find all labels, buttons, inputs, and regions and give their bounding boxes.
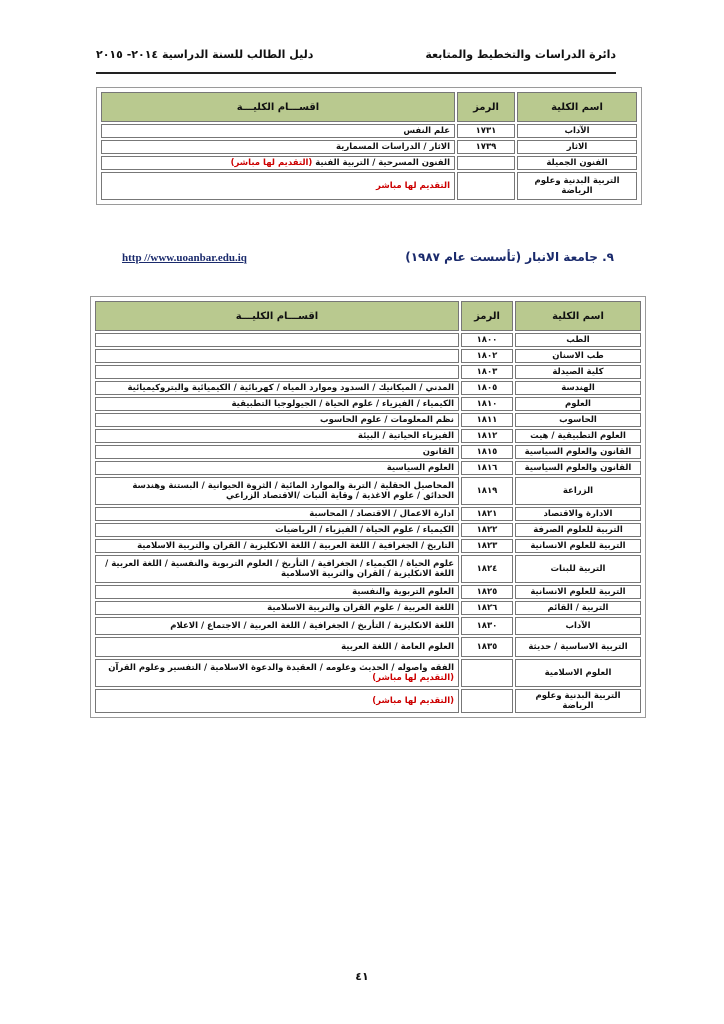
college-departments (95, 539, 459, 553)
college-name: القانون والعلوم السياسية (515, 461, 641, 475)
table-2 (90, 296, 646, 718)
table-row (95, 333, 641, 347)
college-name: الزراعة (515, 477, 641, 505)
table-row (95, 477, 641, 505)
college-name: العلوم الاسلامية (515, 659, 641, 687)
college-departments (101, 156, 455, 170)
college-departments (95, 381, 459, 395)
college-name: القانون والعلوم السياسية (515, 445, 641, 459)
college-departments (95, 637, 459, 657)
college-name: طب الاسنان (515, 349, 641, 363)
college-departments (95, 365, 459, 379)
departments-text: اللغة الانكليزية / التأريخ / الجغرافية / اللغة العربية / الاجتماع / الاعلام (170, 621, 454, 631)
table-row (95, 539, 641, 553)
departments-text: الفيزياء الحياتية / البيئة (357, 431, 454, 441)
college-code: ١٨٢٣ (461, 539, 513, 553)
college-code: ١٨١٥ (461, 445, 513, 459)
table-row (95, 365, 641, 379)
table-row (95, 413, 641, 427)
college-code: ١٨١٩ (461, 477, 513, 505)
table-row (95, 523, 641, 537)
college-name: الاثار (517, 140, 637, 154)
college-departments (95, 413, 459, 427)
page-number: ٤١ (355, 970, 369, 983)
header-guide-title: دليل الطالب للسنة الدراسية ٢٠١٤- ٢٠١٥ (96, 48, 314, 61)
college-code (457, 172, 515, 200)
college-code: ١٨٢٦ (461, 601, 513, 615)
table-row (95, 429, 641, 443)
col-header-code: الرمز (457, 92, 515, 122)
college-name: التربية البدنية وعلوم الرياضة (515, 689, 641, 713)
departments-text: ادارة الاعمال / الاقتصاد / المحاسبة (309, 509, 454, 519)
table-row (95, 637, 641, 657)
table-row (95, 461, 641, 475)
departments-text: الفنون المسرحية / التربية الفنية (315, 158, 450, 168)
departments-text: الفقه واصوله / الحديث وعلومه / العقيدة والدعوة الاسلامية / التفسير وعلوم القرآن (108, 663, 454, 673)
college-name: الهندسة (515, 381, 641, 395)
table-row (95, 349, 641, 363)
college-code (461, 659, 513, 687)
table-row (95, 585, 641, 599)
college-code (461, 689, 513, 713)
table-row (95, 689, 641, 713)
college-name: الحاسوب (515, 413, 641, 427)
table-row (101, 156, 637, 170)
college-code (457, 156, 515, 170)
college-code: ١٨١١ (461, 413, 513, 427)
college-departments (95, 461, 459, 475)
departments-text: اللغة العربية / علوم القران والتربية الاسلامية (267, 603, 454, 613)
departments-text: التاريخ / الجغرافية / اللغة العربية / اللغة الانكليزية / القران والتربية الاسلامية (137, 541, 454, 551)
college-departments (95, 477, 459, 505)
college-departments (95, 689, 459, 713)
college-departments (95, 397, 459, 411)
college-name: التربية للعلوم الصرفة (515, 523, 641, 537)
college-departments (95, 523, 459, 537)
college-departments (95, 349, 459, 363)
departments-text: العلوم السياسية (386, 463, 454, 473)
college-departments (95, 659, 459, 687)
departments-text: العلوم التربوية والنفسية (352, 587, 454, 597)
header-department: دائرة الدراسات والتخطيط والمتابعة (425, 48, 616, 61)
college-code: ١٨١٠ (461, 397, 513, 411)
college-code: ١٨٠٥ (461, 381, 513, 395)
college-code: ١٨٢٥ (461, 585, 513, 599)
college-departments (95, 333, 459, 347)
page-header (96, 44, 616, 74)
departments-text: علوم الحياة / الكيمياء / الجغرافية / التأريخ / العلوم التربوية والنفسية / اللغة العربية / اللغة الانكليزية / القران والتربية الاسلامية (105, 559, 454, 579)
college-departments (101, 124, 455, 138)
direct-admission-note: (التقديم لها مباشر) (230, 158, 313, 168)
departments-text: الاثار / الدراسات المسمارية (336, 142, 450, 152)
col-header-departments: اقســـام الكليـــة (101, 92, 455, 122)
table-row (95, 555, 641, 583)
college-name: الفنون الجميلة (517, 156, 637, 170)
college-code: ١٨٣٠ (461, 617, 513, 635)
college-code: ١٨١٦ (461, 461, 513, 475)
college-departments (95, 555, 459, 583)
departments-text: الكيمياء / الفيزياء / علوم الحياة / الجيولوجيا التطبيقية (231, 399, 454, 409)
college-code: ١٨٣٥ (461, 637, 513, 657)
college-departments (101, 172, 455, 200)
table-row (95, 659, 641, 687)
college-code: ١٨٠٠ (461, 333, 513, 347)
college-code: ١٨٢١ (461, 507, 513, 521)
college-name: كلية الصيدلة (515, 365, 641, 379)
college-departments (95, 617, 459, 635)
college-code: ١٨١٢ (461, 429, 513, 443)
college-name: العلوم (515, 397, 641, 411)
table-row (95, 601, 641, 615)
table-row (101, 140, 637, 154)
col-header-departments: اقســـام الكليـــة (95, 301, 459, 331)
college-name: التربية / القائم (515, 601, 641, 615)
table-1 (96, 87, 642, 205)
col-header-code: الرمز (461, 301, 513, 331)
col-header-college: اسم الكلية (515, 301, 641, 331)
college-code: ١٧٣٩ (457, 140, 515, 154)
college-name: التربية الاساسية / حديثة (515, 637, 641, 657)
college-code: ١٧٣١ (457, 124, 515, 138)
college-name: التربية للعلوم الانسانية (515, 585, 641, 599)
college-departments (95, 507, 459, 521)
departments-text: العلوم العامة / اللغة العربية (341, 642, 454, 652)
college-code: ١٨٠٢ (461, 349, 513, 363)
departments-text: الكيمياء / علوم الحياة / الفيزياء / الرياضيات (275, 525, 454, 535)
college-departments (95, 445, 459, 459)
college-departments (95, 429, 459, 443)
college-departments (95, 585, 459, 599)
section-title: ٩. جامعة الانبار (تأسست عام ١٩٨٧) (405, 250, 614, 264)
direct-admission-note: (التقديم لها مباشر) (372, 696, 454, 706)
table-row (101, 124, 637, 138)
college-code: ١٨٢٤ (461, 555, 513, 583)
college-name: العلوم التطبيقية / هيت (515, 429, 641, 443)
table-row (95, 397, 641, 411)
college-name: الادارة والاقتصاد (515, 507, 641, 521)
college-departments (95, 601, 459, 615)
col-header-college: اسم الكلية (517, 92, 637, 122)
departments-text: المحاصيل الحقلية / التربة والموارد المائية / الثروة الحيوانية / البستنة وهندسة الحدائق / علوم الاغذية / وقاية النبات /الاقتصاد الزراعي (132, 481, 454, 501)
college-name: الآداب (515, 617, 641, 635)
college-name: التربية للبنات (515, 555, 641, 583)
college-name: التربية للعلوم الانسانية (515, 539, 641, 553)
college-code: ١٨٠٣ (461, 365, 513, 379)
university-url[interactable]: http //www.uoanbar.edu.iq (122, 252, 247, 264)
college-name: التربية البدنية وعلوم الرياضة (517, 172, 637, 200)
table-row (95, 507, 641, 521)
departments-text: المدني / الميكانيك / السدود وموارد المياه / كهربائية / الكيميائية والبتروكيميائية (127, 383, 454, 393)
college-name: الطب (515, 333, 641, 347)
college-code: ١٨٢٢ (461, 523, 513, 537)
table-row (95, 381, 641, 395)
college-name: الآداب (517, 124, 637, 138)
departments-text: علم النفس (403, 126, 450, 136)
departments-text: نظم المعلومات / علوم الحاسوب (320, 415, 454, 425)
college-departments (101, 140, 455, 154)
table-row (101, 172, 637, 200)
direct-admission-note: التقديم لها مباشر (376, 181, 450, 191)
departments-text: القانون (422, 447, 454, 457)
direct-admission-note: (التقديم لها مباشر) (372, 673, 454, 683)
table-row (95, 445, 641, 459)
table-row (95, 617, 641, 635)
